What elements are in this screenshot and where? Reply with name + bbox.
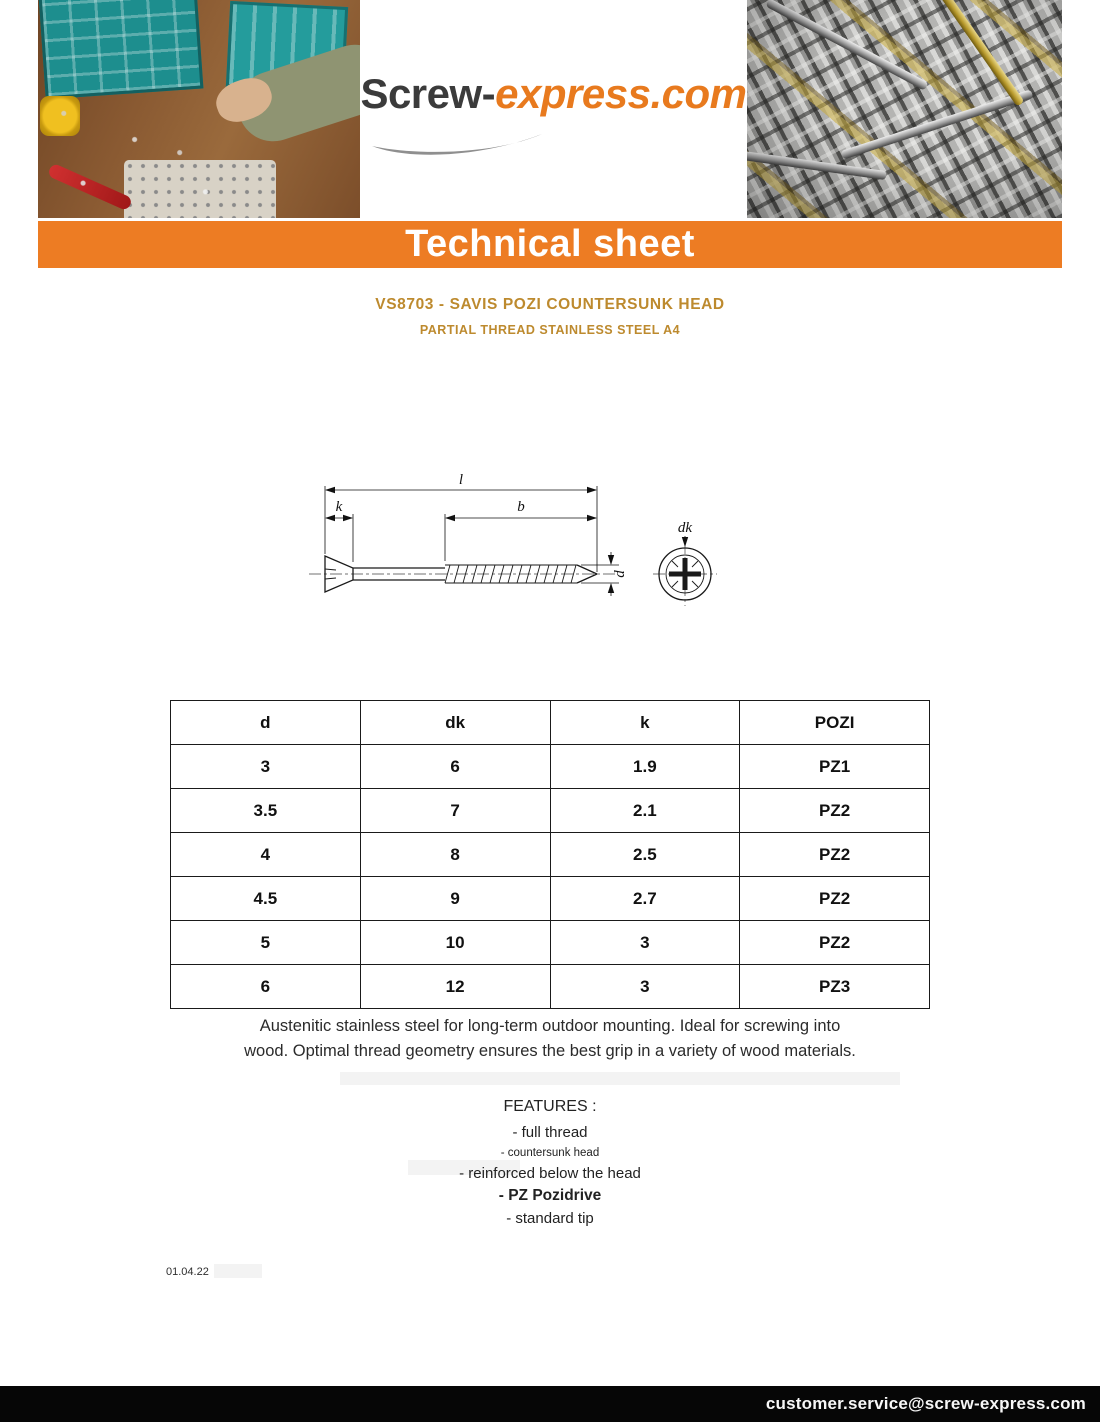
photo-detail xyxy=(747,0,1063,218)
cell: 3.5 xyxy=(171,789,361,833)
cell: PZ1 xyxy=(740,745,930,789)
cell: PZ2 xyxy=(740,833,930,877)
logo-text xyxy=(360,70,746,118)
col-header-k: k xyxy=(550,701,740,745)
photo-detail xyxy=(38,0,360,218)
cell: 2.5 xyxy=(550,833,740,877)
header xyxy=(0,0,1100,218)
cell: PZ2 xyxy=(740,877,930,921)
table-row xyxy=(171,833,930,877)
cell: 6 xyxy=(171,965,361,1009)
table-header-row xyxy=(171,701,930,745)
dim-label-dk: dk xyxy=(677,520,693,536)
feature-item: - full thread xyxy=(512,1124,588,1141)
banner xyxy=(38,221,1062,268)
cell: PZ2 xyxy=(740,921,930,965)
feature-item: - reinforced below the head xyxy=(459,1165,641,1183)
table-row xyxy=(171,877,930,921)
description-line: Austenitic stainless steel for long-term outdoor mounting. Ideal for screwing into xyxy=(259,1017,841,1035)
cell: 10 xyxy=(360,921,550,965)
dim-label-d: d xyxy=(612,570,628,578)
logo-part-orange: express.com xyxy=(495,70,747,117)
screw-technical-drawing xyxy=(295,462,735,632)
feature-item: - standard tip xyxy=(506,1209,594,1227)
product-subtitle: PARTIAL THREAD STAINLESS STEEL A4 xyxy=(419,323,681,337)
cell: 3 xyxy=(550,965,740,1009)
scan-artifact xyxy=(340,1072,900,1085)
feature-item: - countersunk head xyxy=(500,1146,600,1159)
dim-label-b: b xyxy=(517,499,525,515)
cell: 4.5 xyxy=(171,877,361,921)
cell: 8 xyxy=(360,833,550,877)
dim-label-l: l xyxy=(458,472,464,488)
product-title: VS8703 - SAVIS POZI COUNTERSUNK HEAD xyxy=(375,296,725,313)
cell: PZ3 xyxy=(740,965,930,1009)
table-row xyxy=(171,789,930,833)
table-row xyxy=(171,965,930,1009)
logo-swoosh-icon xyxy=(370,128,550,156)
description-line: wood. Optimal thread geometry ensures the best grip in a variety of wood materials. xyxy=(244,1041,856,1060)
footer-bar xyxy=(0,1386,1100,1422)
customer-service-email-link[interactable]: customer.service@screw-express.com xyxy=(765,1394,1086,1413)
dim-label-k: k xyxy=(335,499,343,515)
cell: 2.7 xyxy=(550,877,740,921)
cell: 1.9 xyxy=(550,745,740,789)
description xyxy=(0,1014,1100,1064)
features-section xyxy=(0,1098,1100,1229)
banner-title: Technical sheet xyxy=(405,223,695,265)
cell: 5 xyxy=(171,921,361,965)
revision-date: 01.04.22 xyxy=(166,1266,209,1278)
dimensions-table xyxy=(170,700,930,1009)
table-row xyxy=(171,745,930,789)
cell: 3 xyxy=(171,745,361,789)
cell: PZ2 xyxy=(740,789,930,833)
brand-logo xyxy=(360,0,746,218)
col-header-dk: dk xyxy=(360,701,550,745)
cell: 7 xyxy=(360,789,550,833)
logo-part-dark: Screw- xyxy=(360,70,496,117)
cell: 6 xyxy=(360,745,550,789)
table-row xyxy=(171,921,930,965)
col-header-pozi: POZI xyxy=(740,701,930,745)
screws-photo xyxy=(747,0,1063,218)
feature-item: - PZ Pozidrive xyxy=(498,1187,602,1205)
cell: 12 xyxy=(360,965,550,1009)
col-header-d: d xyxy=(171,701,361,745)
cell: 3 xyxy=(550,921,740,965)
scan-artifact xyxy=(214,1264,262,1278)
cell: 9 xyxy=(360,877,550,921)
cell: 4 xyxy=(171,833,361,877)
features-heading: FEATURES : xyxy=(503,1098,597,1115)
workspace-photo xyxy=(38,0,360,218)
cell: 2.1 xyxy=(550,789,740,833)
